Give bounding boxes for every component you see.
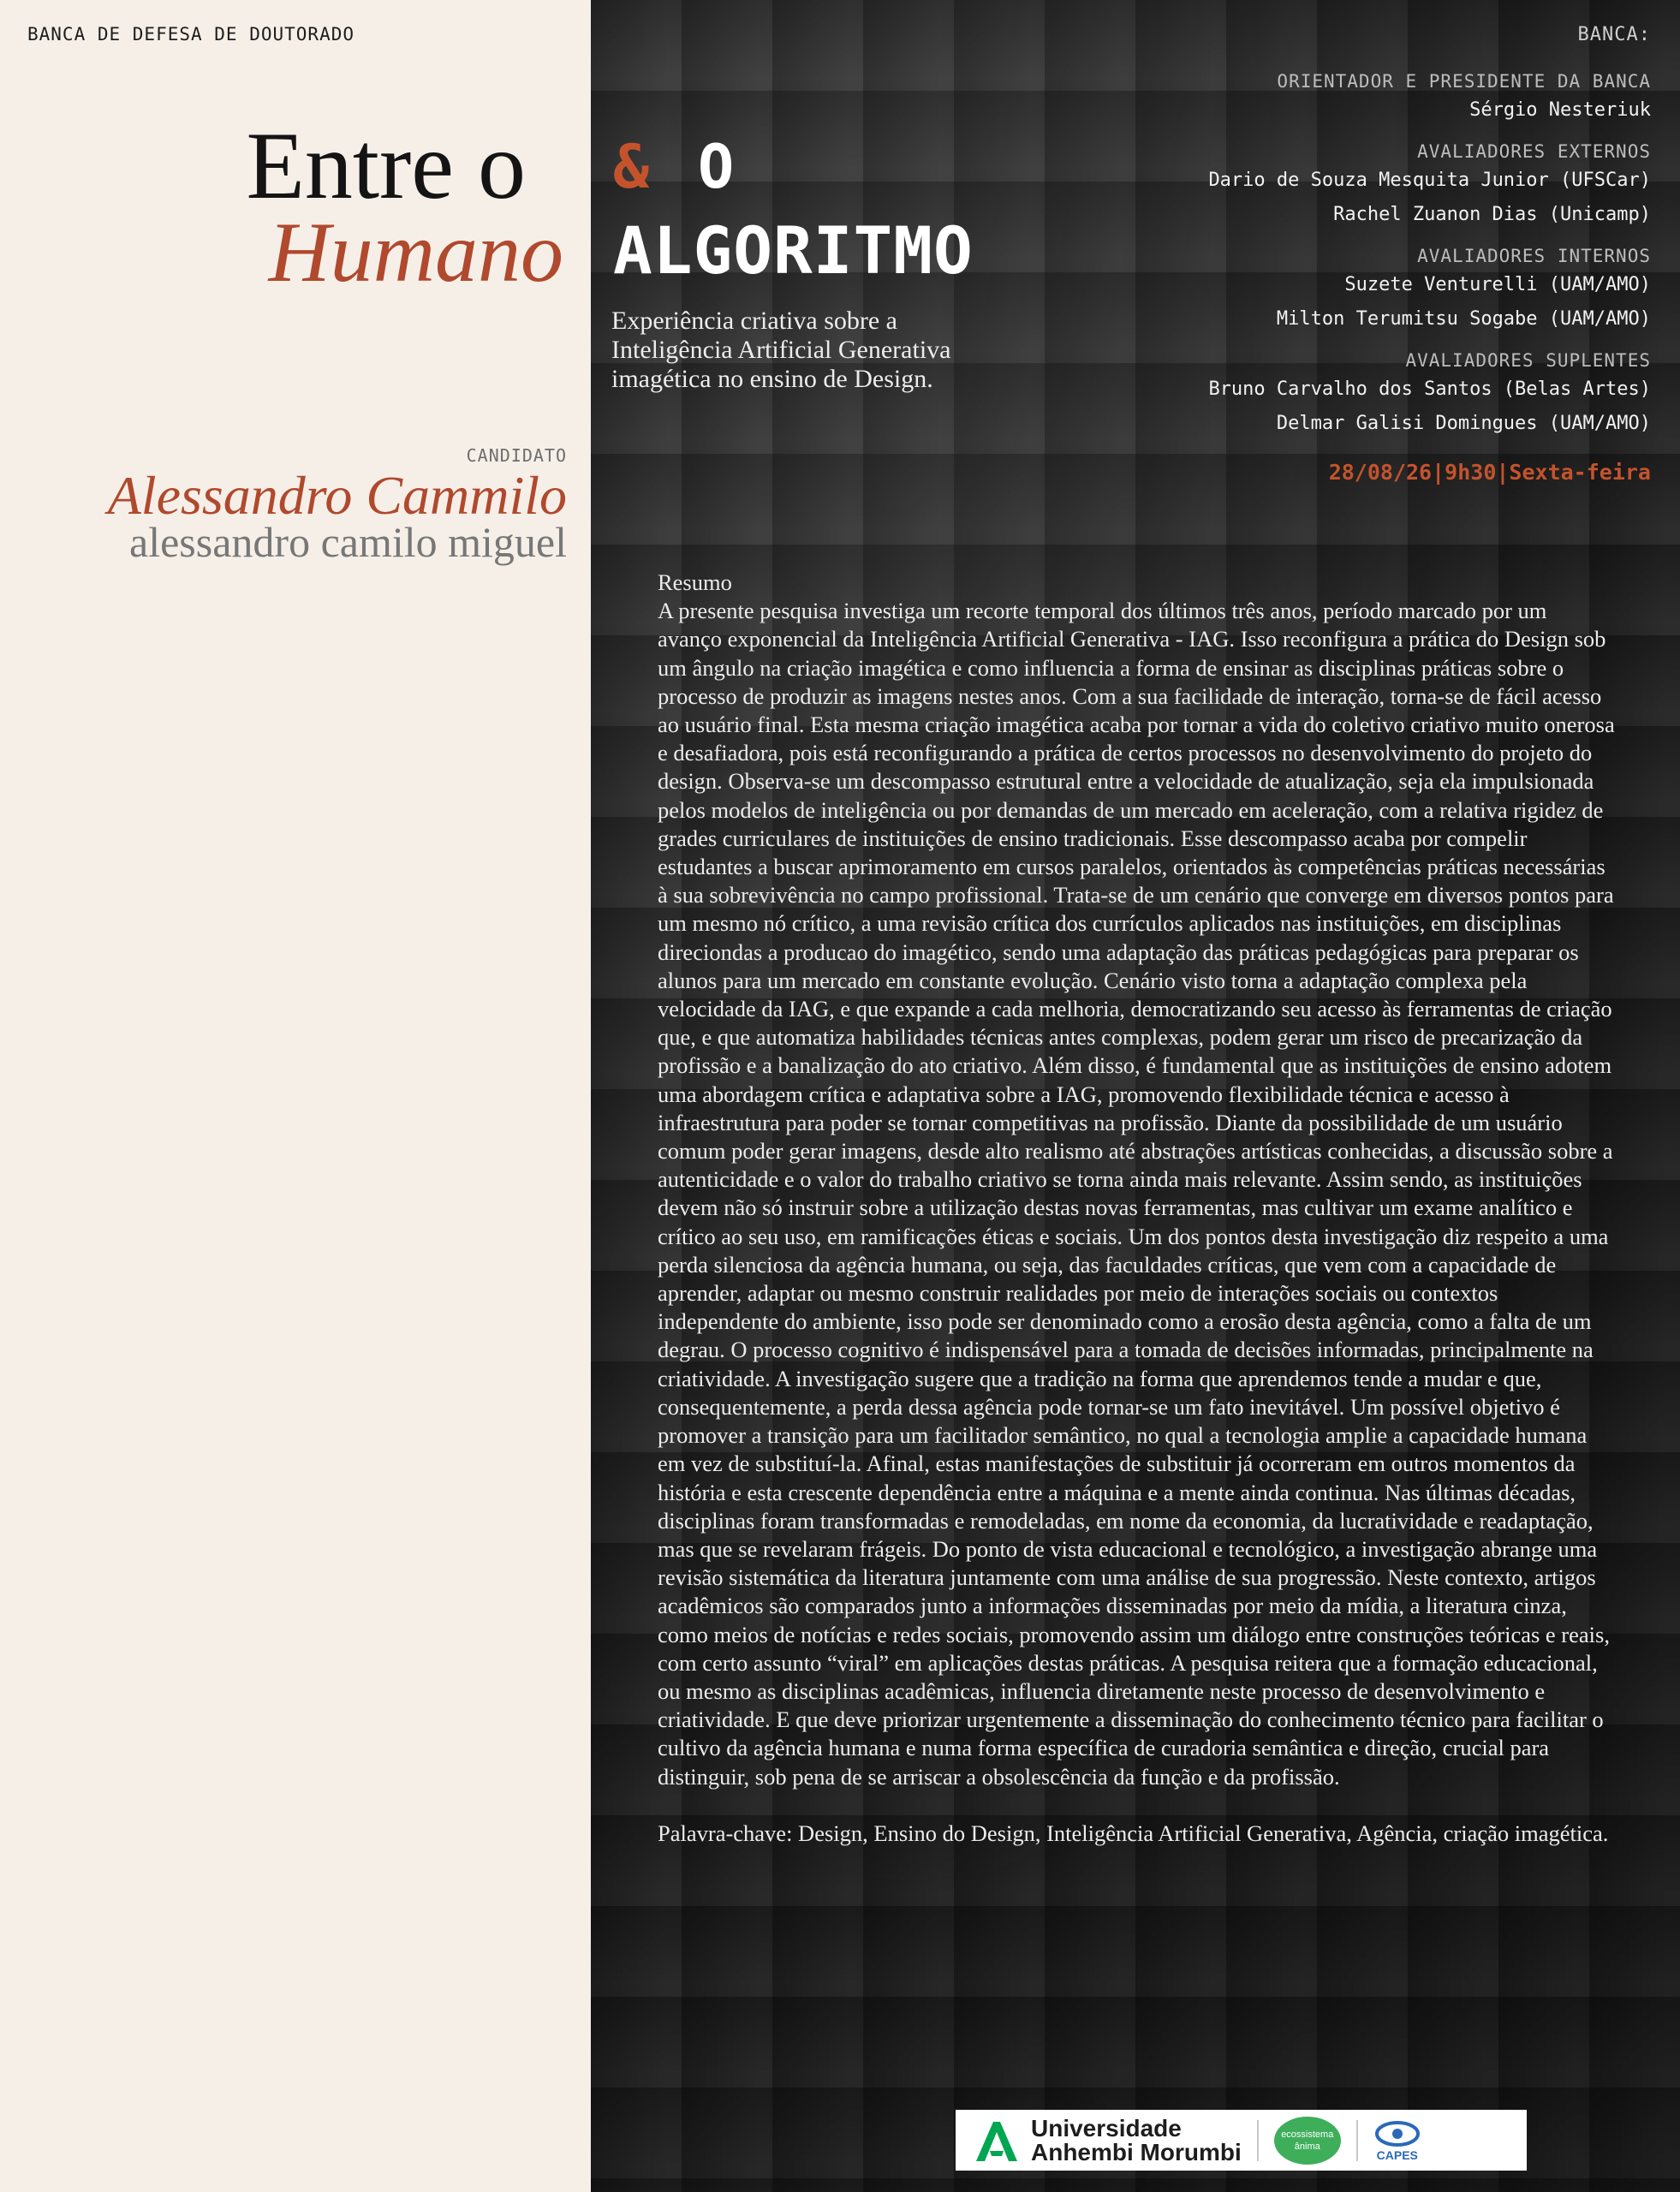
left-panel <box>0 0 591 2192</box>
candidate-label: CANDIDATO <box>466 445 567 466</box>
title-o: O <box>698 132 735 202</box>
capes-label: CAPES <box>1376 2147 1418 2162</box>
uam-logo-text <box>1031 2114 1242 2165</box>
logo-divider <box>1356 2120 1358 2161</box>
logo-bar <box>956 2110 1527 2171</box>
title-algoritmo: ALGORITMO <box>613 212 974 289</box>
abstract-heading: Resumo <box>658 569 732 595</box>
anima-line-1: ecossistema <box>1281 2129 1334 2140</box>
abstract <box>658 569 1617 1848</box>
title-line-1: Entre o <box>246 113 526 219</box>
external-role: AVALIADORES EXTERNOS <box>1417 141 1651 162</box>
anima-line-2: ânima <box>1294 2141 1320 2152</box>
uam-line-1: Universidade <box>1031 2114 1182 2141</box>
external-member: Dario de Souza Mesquita Junior (UFSCar) <box>1208 170 1651 191</box>
external-member: Rachel Zuanon Dias (Unicamp) <box>1333 204 1651 225</box>
title-line-2: Humano <box>268 205 563 300</box>
candidate-name: Alessandro Cammilo <box>107 465 567 526</box>
alternate-member: Bruno Carvalho dos Santos (Belas Artes) <box>1208 378 1651 400</box>
uam-line-2: Anhembi Morumbi <box>1031 2138 1242 2165</box>
alternate-member: Delmar Galisi Domingues (UAM/AMO) <box>1276 413 1651 434</box>
subtitle: Experiência criativa sobre a Inteligência Artificial Generativa imagética no ensino de Design. <box>611 307 951 393</box>
capes-emblem-icon <box>1373 2119 1421 2148</box>
capes-logo <box>1373 2119 1421 2162</box>
keywords: Palavra-chave: Design, Ensino do Design, Inteligência Artificial Generativa, Agência, criação imagética. <box>658 1820 1609 1846</box>
internal-member: Milton Terumitsu Sogabe (UAM/AMO) <box>1276 308 1651 330</box>
advisor-role: ORIENTADOR E PRESIDENTE DA BANCA <box>1277 71 1651 92</box>
internal-role: AVALIADORES INTERNOS <box>1417 246 1651 266</box>
event-label: BANCA DE DEFESA DE DOUTORADO <box>27 24 355 45</box>
banca-section <box>1120 24 1651 485</box>
title-ampersand: & <box>613 132 650 202</box>
banca-heading: BANCA: <box>1577 24 1651 45</box>
advisor-name: Sérgio Nesteriuk <box>1469 99 1651 121</box>
internal-member: Suzete Venturelli (UAM/AMO) <box>1344 274 1651 295</box>
uam-logo-icon <box>971 2115 1022 2166</box>
anima-logo <box>1274 2117 1341 2165</box>
abstract-body: A presente pesquisa investiga um recorte temporal dos últimos três anos, período marcado por um avanço exponencial da Inteligência Artificial Generativa - IAG. Isso reconfigura a prática do Design sob um ângulo na criação imagética e como influencia a forma de ensinar as disciplinas práticas sobre o processo de produzir as imagens nestes anos. Com a sua facilidade de interação, torna-se de fácil acesso ao usuário final. Esta mesma criação imagética acaba por tornar a vida do coletivo criativo muito onerosa e desafiadora, pois está reconfigurando a prática de certos processos no desenvolvimento do projeto do design. Observa-se um descompasso estrutural entre a velocidade de atualização, seja ela impulsionada pelos modelos de inteligência ou por demandas de um mercado em aceleração, com a relativa rigidez de grades curriculares de instituições de ensino tradicionais. Esse descompasso acaba por compelir estudantes a buscar aprimoramento em cursos paralelos, orientados às competências práticas necessárias à sua sobrevivência no campo profissional. Trata-se de um cenário que converge em diversos pontos para um mesmo nó crítico, a uma revisão crítica dos currículos aplicados nas instituições, em disciplinas direciondas a producao do imagético, sendo uma adaptação das práticas pedagógicas para preparar os alunos para um mercado em constante evolução. Cenário visto torna a adaptação complexa pela velocidade da IAG, e que expande a cada melhoria, democratizando seu acesso às ferramentas de criação que, e que automatiza habilidades técnicas antes complexas, podem gerar um risco de precarização da profissão e a banalização do ato criativo. Além disso, é fundamental que as instituições de ensino adotem uma abordagem crítica e adaptativa sobre a IAG, promovendo flexibilidade técnica e acesso à infraestrutura para poder se tornar competitivas na profissão. Diante da possibilidade de um usuário comum poder gerar imagens, desde alto realismo até abstrações artísticas conhecidas, a discussão sobre a autenticidade e o valor do trabalho criativo se torna ainda mais relevante. Assim sendo, as instituições devem não só instruir sobre a utilização destas novas ferramentas, mas cultivar um exame analítico e crítico ao seu uso, em ramificações éticas e sociais. Um dos pontos desta investigação diz respeito a uma perda silenciosa da agência humana, ou seja, das faculdades críticas, que vem com a capacidade de aprender, adaptar ou mesmo construir realidades por meio de interações sociais ou contextos independente do ambiente, isso pode ser denominado como a erosão desta agência, como a falta de um degrau. O processo cognitivo é indispensável para a tomada de decisões informadas, principalmente na criatividade. A investigação sugere que a tradição na forma que aprendemos tende a mudar e que, consequentemente, a perda dessa agência pode tornar-se um fato inevitável. Um possível objetivo é promover a transição para um facilitador semântico, no qual a tecnologia amplie a capacidade humana em vez de substituí-la. Afinal, estas manifestações de substituir já ocorreram em outros momentos da história e esta crescente dependência entre a máquina e a mente ainda continua. Nas últimas décadas, disciplinas foram transformadas e remodeladas, em nome da economia, da lucratividade e readaptação, mas que se revelaram frágeis. Do ponto de vista educacional e tecnológico, a investigação abrange uma revisão sistemática da literatura juntamente com uma análise de sua progressão. Neste contexto, artigos acadêmicos são comparados junto a informações disseminadas por meio da mídia, a literatura cinza, como meios de notícias e redes sociais, promovendo assim um diálogo entre construções teóricas e reais, com certo assunto “viral” em aplicações destas práticas. A pesquisa reitera que a formação educacional, ou mesmo as disciplinas acadêmicas, influencia diretamente neste processo de desenvolvimento e criatividade. E que deve priorizar urgentemente a disseminação do conhecimento técnico para facilitar o cultivo da agência humana e numa forma específica de curadoria semântica e direção, crucial para distinguir, sob pena de se arriscar a obsolescência da função e da profissão. <box>658 598 1615 1790</box>
candidate-full-name: alessandro camilo miguel <box>129 518 567 566</box>
alternate-role: AVALIADORES SUPLENTES <box>1405 350 1651 371</box>
defense-date: 28/08/26|9h30|Sexta-feira <box>1328 460 1651 485</box>
logo-divider <box>1257 2120 1259 2161</box>
